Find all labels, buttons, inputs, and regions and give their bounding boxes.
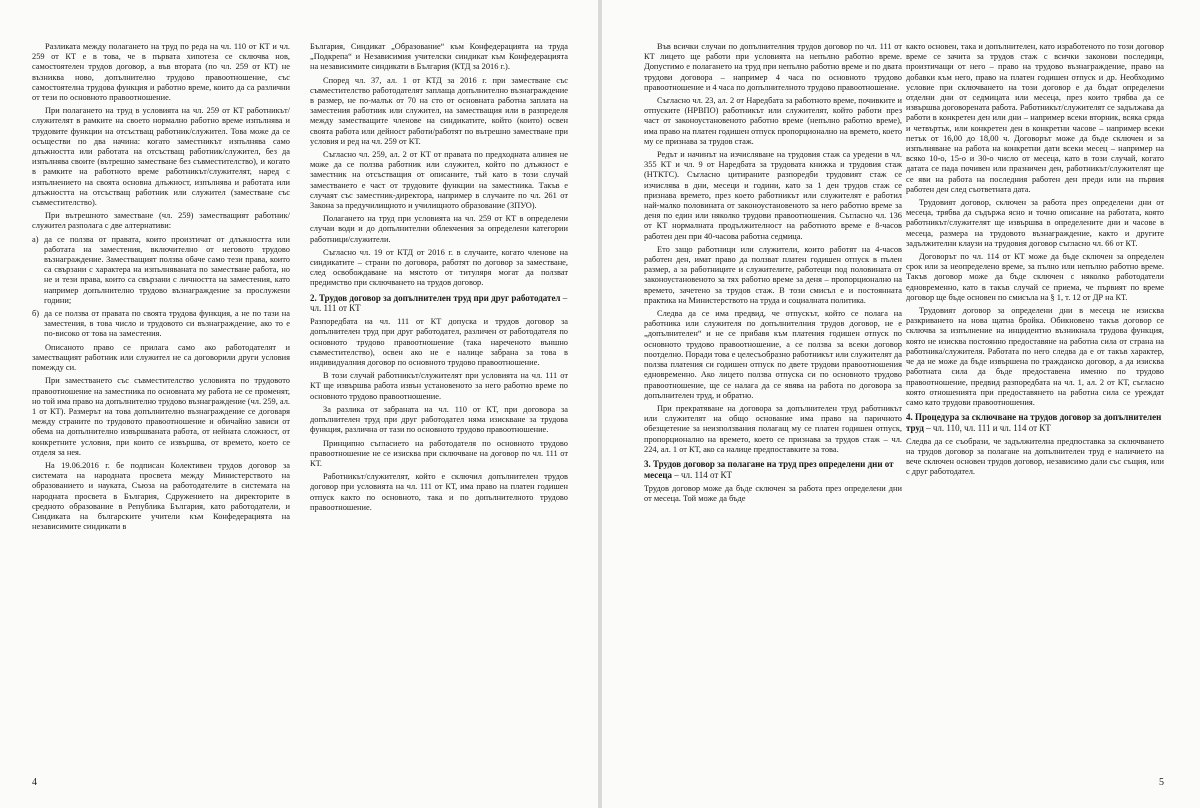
left-page — [0, 0, 598, 808]
paragraph: Принципно съгласието на работодателя по основното трудово правоотношение не се изисква при сключване на договор по чл. 111 от КТ. — [310, 438, 568, 468]
list-marker: а) — [32, 234, 39, 244]
paragraph: Работникът/служителят, който е сключил допълнителен трудов договор при условията на чл. 111 от КТ, има право на платен годишен отпуск както по основното, така и по допълнителното трудово правоотношение. — [310, 472, 568, 512]
paragraph: Трудов договор може да бъде сключен за работа през определени дни от месеца. Той може да бъде — [644, 483, 902, 503]
paragraph: Договорът по чл. 114 от КТ може да бъде сключен за определен срок или за неопределено време, за пълно или непълно работно време. Такъв договор може да бъде сключен с няколко работодатели едновременно, като в такъв случай се приема, че първият по време договор ще бъде основен по смисъла на § 1, т. 12 от ДР на КТ. — [906, 252, 1164, 302]
section-heading-title: 2. Трудов договор за допълнителен труд при друг работодател — [310, 292, 561, 303]
list-item — [32, 309, 290, 340]
paragraph: Ето защо работници или служители, които работят на 4-часов работен ден, имат право да ползват платен годишен отпуск в пълен размер, а за работниците и служителите, работещи под половината от законоустановеното за тях работно време за деня – пропорционално на времето, зачетено за трудов стаж. В този смисъл е и постоянната практика на Министерството на труда и социалната политика. — [644, 244, 902, 305]
section-heading-reference: – чл. 111 от КТ — [310, 292, 568, 314]
paragraph: Според чл. 37, ал. 1 от КТД за 2016 г. при заместване със съвместителство работодателят заплаща допълнително възнаграждение в размер, не по-малък от 70 на сто от основната работна заплата на заместения работник или служител, на заместващия или в разпределя между заместващите членове на синдикатите, който (които) освен своята работа или дейност работи/работят по вътрешно заместване при условия и ред на чл. 259 от КТ. — [310, 75, 568, 146]
right-page-columns — [644, 42, 1164, 756]
page-number-left: 4 — [32, 777, 37, 788]
paragraph: Следва да се съобрази, че задължителна предпоставка за сключването на трудов договор за полагане на допълнителен труд е наличието на вече сключен основен трудов договор, независимо дали със същия, или с друг работодател. — [906, 436, 1164, 477]
paragraph: При полагането на труд в условията на чл. 259 от КТ работникът/служителят в рамките на своето нормално работно време изпълнява и трудовите функции на отсъстващ работник/служител. Това може да се осъществи по два начина: когато заместникът изпълнява само длъжността или работата на отсъстващ работник/служител, без да изпълнява своите (вътрешно заместване без съвместителство), и когато в рамките на работното време работникът/служителят, наред с изпълнението на своята основна длъжност, изпълнява и работата или длъжността на отсъстващ работник или служител (заместване със съвместителство). — [32, 106, 290, 208]
section-heading — [310, 293, 568, 315]
list-item — [32, 235, 290, 306]
left-page-column-1 — [32, 42, 290, 756]
paragraph: Трудовият договор, сключен за работа през определени дни от месеца, трябва да съдържа ясно и точно описание на работата, която работникът/служителят ще извършва в определените дни и часове в месеца, размера на трудовото възнаграждение, както и другите задължителни клаузи на трудовия договор съгласно чл. 66 от КТ. — [906, 198, 1164, 248]
section-heading-title: 3. Трудов договор за полагане на труд през определени дни от месеца — [644, 458, 894, 480]
paragraph: В този случай работникът/служителят при условията на чл. 111 от КТ ще извършва работа извън установеното за него работно време по основното трудово правоотношение. — [310, 371, 568, 401]
right-page-column-1 — [644, 42, 902, 756]
list-marker: б) — [32, 309, 40, 319]
list-item-text: да се ползва от правата, които произтичат от длъжността или работата на заместения, включително от неговото трудово възнаграждение. Заместващият ползва обаче само тези права, които са свързани с характера на изпълняваната по заместване работа, но не и тези права, които са свързани с личността на заместения, като например допълнително трудово възнаграждение за прослужени години; — [44, 234, 290, 305]
paragraph: Разпоредбата на чл. 111 от КТ допуска и трудов договор за допълнителен труд при друг работодател, различен от работодателя по основното трудово правоотношение (така нареченото външно съвместителство), освен ако не е налице забрана за това в индивидуалния договор по основното трудово правоотношение. — [310, 317, 568, 368]
paragraph: При прекратяване на договора за допълнителен труд работникът или служителят на общо основание има право на паричното обезщетение за неизползвания полагащ му се платен годишен отпуск, пропорционално на времето, което се признава за трудов стаж – чл. 224, ал. 1 от КТ, ако са налице предпоставките за това. — [644, 403, 902, 454]
paragraph: България, Синдикат „Образование“ към Конфедерацията на труда „Подкрепа“ и Независимия учителски синдикат към Конфедерацията на независимите синдикати в България (КТД за 2016 г.). — [310, 42, 568, 72]
right-page-column-2 — [906, 42, 1164, 756]
paragraph: Във всички случаи по допълнителния трудов договор по чл. 111 от КТ лицето ще работи при условията на непълно работно време. Допустимо е полагането на труд при непълно работно време и по двата трудови договора – например 4 часа по основното трудово правоотношение и 4 часа по допълнителното трудово правоотношение. — [644, 42, 902, 92]
paragraph: Следва да се има предвид, че отпускът, който се полага на работника или служителя по допълнителния трудов договор, не е „допълнителен“ и не се прибавя към платения годишен отпуск по основното трудово правоотношение, а се ползва за всеки договор поотделно. Поради това е целесъобразно работникът или служителят да ползва платения си годишен отпуск по двете трудови правоотношения едновременно. Ако лицето ползва отпуска си по основното трудово правоотношение, ще се налага да се явява на работа по договора за допълнителен труд, и обратно. — [644, 309, 902, 400]
section-heading — [644, 459, 902, 481]
page-number-right: 5 — [1159, 777, 1164, 788]
section-heading — [906, 412, 1164, 434]
section-heading-reference: – чл. 114 от КТ — [672, 469, 733, 480]
right-page — [602, 0, 1200, 808]
paragraph: При вътрешното заместване (чл. 259) заместващият работник/служител разполага с две алтернативи: — [32, 211, 290, 231]
list-item-text: да се ползва от правата по своята трудова функция, а не по тази на заместения, в това число и трудовото си възнаграждение, ако то е по-високо от това на заместения. — [44, 309, 290, 339]
paragraph: Полагането на труд при условията на чл. 259 от КТ в определени случаи води и до допълнителни облекчения за определени категории работници/служители. — [310, 214, 568, 244]
paragraph: Съгласно чл. 19 от КТД от 2016 г. в случаите, когато членове на синдикатите – страни по договора, работят по договор за заместване, след освобождаване на мястото от титуляря могат да ползват предимство при сключването на трудов договор. — [310, 247, 568, 288]
paragraph: За разлика от забраната на чл. 110 от КТ, при договора за допълнителен труд при друг работодател няма изискване за трудова функция, различна от тази по основното трудово правоотношение. — [310, 404, 568, 435]
paragraph: Трудовият договор за определени дни в месеца не изисква разкриването на нова щатна бройка. Обикновено такъв договор се сключва за изпълнение на инцидентно възникнала трудова функция, която не изисква постоянно предоставяне на работна сила от страна на работника/служителя. Работата по него следва да е от такъв характер, че да не може да бъде извършена по гражданско договор, а да изисква работната сила да бъде предоставена именно по трудово правоотношение, предвид разпоредбата на чл. 1, ал. 2 от КТ, съгласно която отношенията при предоставянето на работна сила се уреждат само като трудови правоотношения. — [906, 306, 1164, 407]
left-page-column-2 — [310, 42, 568, 756]
section-heading-reference: – чл. 110, чл. 111 и чл. 114 от КТ — [923, 422, 1051, 433]
paragraph: На 19.06.2016 г. бе подписан Колективен трудов договор за системата на народната просвета между Министерството на образованието и науката, Съюза на работодателите в системата на народната просвета в България, Сдружението на директорите в средното образование в Република България, като работодатели, и Синдиката на българските учители към Конфедерацията на независимите синдикати в — [32, 460, 290, 532]
paragraph: При заместването със съвместителство условията по трудовото правоотношение на заместника по основната му работа не се променят, но той има право на допълнително трудово възнаграждение (чл. 259, ал. 1 от КТ). Размерът на това допълнително възнаграждение се договаря между страните по трудовото правоотношение и обичайно зависи от обема на допълнително извършваната работа, от нейната сложност, от конкретните условия, при които се извършва, от времето, което се отделя за нея. — [32, 376, 290, 457]
paragraph: Редът и начинът на изчисляване на трудовия стаж са уредени в чл. 355 КТ и чл. 9 от Наредбата за трудовата книжка и трудовия стаж (НТКТС). Съгласно цитираните разпоредби трудовият стаж се изчислява в дни, месеци и години, като за 1 ден трудов стаж се признава времето, през което работникът или служителят е работил най-малко половината от законоустановеното за него работно време за деня по един или няколко трудови правоотношения. Съгласно чл. 136 от КТ нормалната продължителност на работното време е 8-часов работен ден при 40-часова работна седмица. — [644, 150, 902, 241]
paragraph: Съгласно чл. 23, ал. 2 от Наредбата за работното време, почивките и отпуските (НРВПО) работникът или служителят, който работи през част от законоустановеното работно време (непълно работно време), има право на платен годишен отпуск пропорционално на времето, което му се признава за трудов стаж. — [644, 96, 902, 146]
paragraph: както основен, така и допълнителен, като изработеното по този договор време се зачита за трудов стаж с всички законови последици, произтичащи от него – право на трудово възнаграждение, право на добавки към него, право на платен годишен отпуск и др. Необходимо условие при сключването на този договор е да бъдат определени отделни дни от седмицата или месеца, през които трябва да се извършва договорената работа. Работникът/служителят се задължава да работи в конкретен ден или дни – например всеки вторник, всяка сряда и четвъртък, или конкретен ден в конкретни часове – например всеки петък от 16,00 до 18,00 ч. Договорът може да бъде сключен и за изпълняване на работа на конкретни дати всеки месец – например на всяко 10-о, 15-о и 30-о число от месеца, като в този случай, когато датата се пада почивен или празничен ден, работникът/служителят ще се яви на работа на последния работен ден преди или на първия работен ден след съответната дата. — [906, 42, 1164, 194]
paragraph: Съгласно чл. 259, ал. 2 от КТ от правата по предходната алинея не може да се ползва работник или служител, който по длъжност е заместник на отсъстващия от описаните, тъй като в този случай заместването е част от трудовите функции на заместника. Такъв е случаят със заместник-директора, например в случаите по чл. 261 от Закона за предучилищното и училищното образование (ЗПУО). — [310, 150, 568, 211]
paragraph: Разликата между полагането на труд по реда на чл. 110 от КТ и чл. 259 от КТ е в това, че в първата хипотеза се сключва нов, самостоятелен трудов договор, а във втората (по чл. 259 от КТ) не възниква ново, допълнително трудово правоотношение, със самостоятелна трудова функция и работно време, които да са различни от тези по основното правоотношение. — [32, 42, 290, 103]
section-heading-title: 4. Процедура за сключване на трудов договор за допълнителен труд — [906, 412, 1162, 433]
paragraph: Описаното право се прилага само ако работодателят и заместващият работник или служител не са договорили други условия помежду си. — [32, 342, 290, 373]
left-page-columns — [32, 42, 568, 756]
